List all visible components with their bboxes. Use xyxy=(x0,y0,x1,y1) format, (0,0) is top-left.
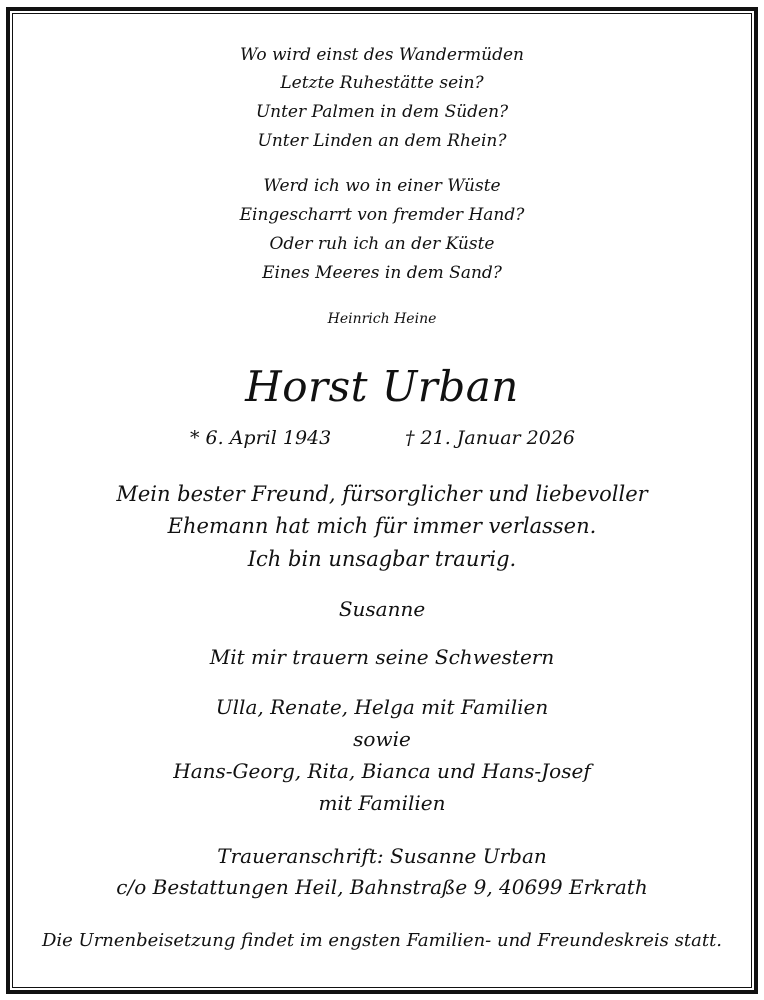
mourners-intro: Mit mir trauern seine Schwestern xyxy=(209,645,555,669)
address-line: c/o Bestattungen Heil, Bahnstraße 9, 40699 Erkrath xyxy=(116,875,648,899)
signature: Susanne xyxy=(338,597,426,621)
death-date: † 21. Januar 2026 xyxy=(405,427,576,449)
footer-note: Die Urnenbeisetzung findet im engsten Familien- und Freundeskreis statt. xyxy=(41,930,723,951)
message-line: Mein bester Freund, fürsorglicher und liebevoller xyxy=(116,482,648,506)
poem-line: Wo wird einst des Wandermüden xyxy=(240,45,524,65)
address-line: Traueranschrift: Susanne Urban xyxy=(217,844,547,868)
mourners-line: Ulla, Renate, Helga mit Familien xyxy=(215,695,549,719)
deceased-name: Horst Urban xyxy=(245,362,519,411)
mourners-line: mit Familien xyxy=(318,791,446,815)
message-line: Ich bin unsagbar traurig. xyxy=(247,547,517,571)
poem-line: Eines Meeres in dem Sand? xyxy=(262,263,502,283)
mourners-line: Hans-Georg, Rita, Bianca und Hans-Josef xyxy=(173,759,591,783)
poem-line: Oder ruh ich an der Küste xyxy=(269,234,495,254)
poem-line: Eingescharrt von fremder Hand? xyxy=(239,205,525,225)
poem-line: Letzte Ruhestätte sein? xyxy=(280,73,484,93)
poem-author: Heinrich Heine xyxy=(327,311,437,327)
mourners-line: sowie xyxy=(353,727,411,751)
birth-date: * 6. April 1943 xyxy=(190,427,332,449)
message-line: Ehemann hat mich für immer verlassen. xyxy=(167,514,597,538)
poem-line: Unter Linden an dem Rhein? xyxy=(257,131,507,151)
poem-line: Werd ich wo in einer Wüste xyxy=(263,176,501,196)
poem-line: Unter Palmen in dem Süden? xyxy=(255,102,509,122)
